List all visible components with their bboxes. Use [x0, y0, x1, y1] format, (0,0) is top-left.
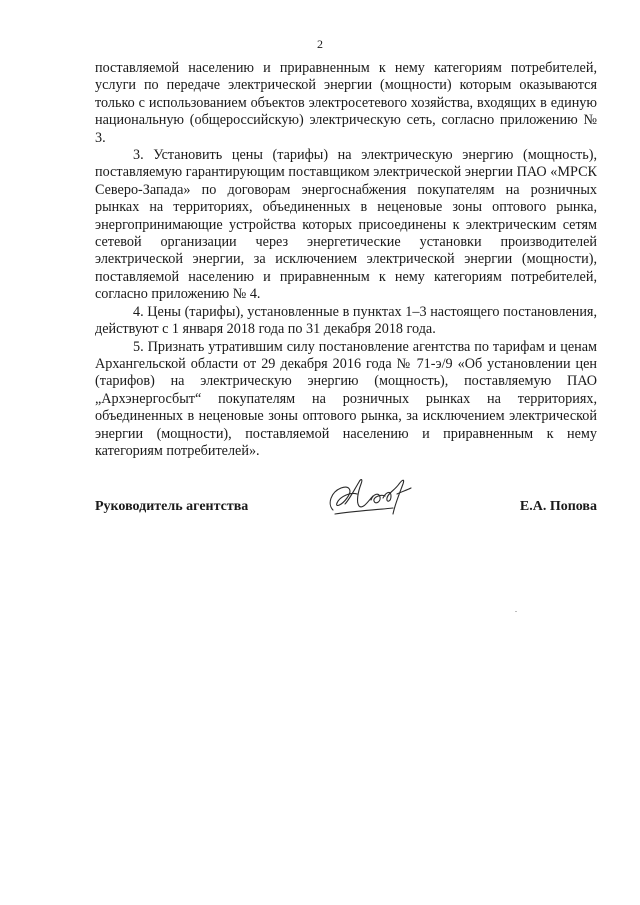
signer-name: Е.А. Попова: [519, 499, 597, 514]
signature-block: [95, 496, 597, 526]
scan-speck: [515, 611, 517, 612]
handwritten-signature: [323, 470, 423, 522]
position-title: Руководитель агентства: [95, 499, 249, 514]
document-body: [95, 60, 597, 460]
paragraph-item-5: 5. Признать утратившим силу постановление агентства по тарифам и ценам Архангельской области от 29 декабря 2016 года № 71-э/9 «Об установлении цен (тарифов) на электрическую энергию (мощность), поставляемую ПАО „Архэнергосбыт“ покупателям на розничных рынках на территориях, объединенных в неценовые зоны оптового рынка, за исключением электрической энергии (мощности), поставляемой населению и приравненным к нему категориям потребителей».: [95, 338, 597, 459]
paragraph-continuation: поставляемой населению и приравненным к нему категориям потребителей, услуги по передаче электрической энергии (мощности) которым оказываются только с использованием объектов электросетевого хозяйства, входящих в единую национальную (общероссийскую) электрическую сеть, согласно приложению № 3.: [95, 60, 597, 146]
paragraph-item-3: 3. Установить цены (тарифы) на электрическую энергию (мощность), поставляемую гарантирующим поставщиком электрической энергии ПАО «МРСК Северо-Запада» по договорам энергоснабжения покупателям на розничных рынках на территориях, объединенных в неценовые зоны оптового рынка, энергопринимающие устройства которых присоединены к электрическим сетям сетевой организации через энергетические установки производителей электрической энергии, за исключением электрической энергии (мощности), поставляемой населению и приравненным к нему категориям потребителей, согласно приложению № 4.: [95, 147, 597, 303]
page-number: 2: [317, 37, 323, 51]
paragraph-item-4: 4. Цены (тарифы), установленные в пунктах 1–3 настоящего постановления, действуют с 1 января 2018 года по 31 декабря 2018 года.: [95, 303, 597, 338]
